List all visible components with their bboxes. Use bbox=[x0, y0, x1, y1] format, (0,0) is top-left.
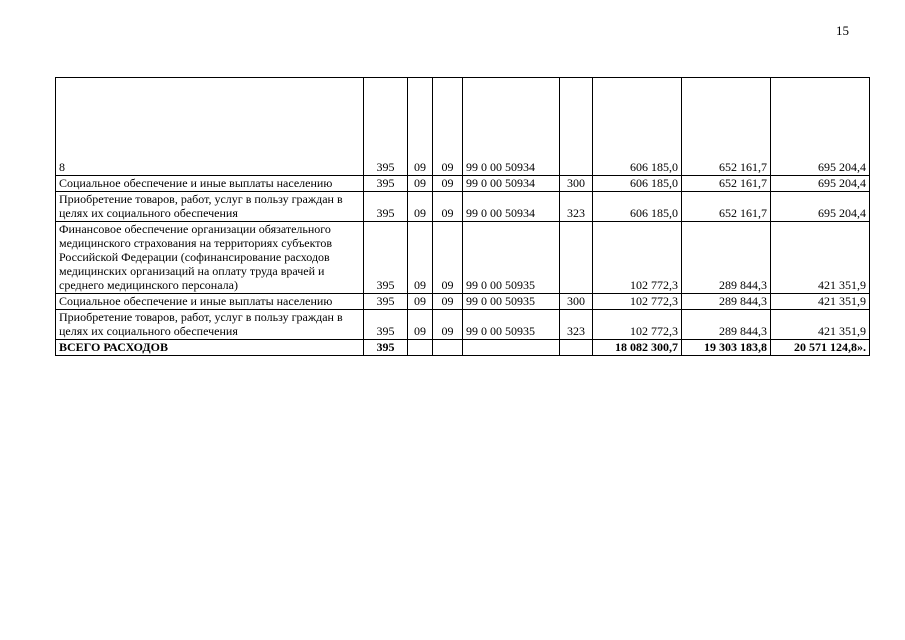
pr-cell: 09 bbox=[433, 310, 463, 340]
ved-cell: 395 bbox=[364, 176, 408, 192]
table-row bbox=[56, 310, 870, 340]
row-name-cell: Приобретение товаров, работ, услуг в пользу граждан в целях их социального обеспечения bbox=[56, 192, 364, 222]
pr-cell: 09 bbox=[433, 176, 463, 192]
year1-amount-cell: 102 772,3 bbox=[593, 222, 682, 294]
total-csr-cell bbox=[463, 340, 560, 356]
year3-amount-cell: 421 351,9 bbox=[771, 222, 870, 294]
pr-cell: 09 bbox=[433, 222, 463, 294]
row-name-cell: Приобретение товаров, работ, услуг в пользу граждан в целях их социального обеспечения bbox=[56, 310, 364, 340]
rz-cell: 09 bbox=[408, 294, 433, 310]
expenditure-table bbox=[55, 77, 870, 356]
total-ved-cell: 395 bbox=[364, 340, 408, 356]
vr-cell: 300 bbox=[560, 176, 593, 192]
csr-cell: 99 0 00 50934 bbox=[463, 176, 560, 192]
year1-amount-cell: 606 185,0 bbox=[593, 78, 682, 176]
table-row bbox=[56, 294, 870, 310]
vr-cell bbox=[560, 78, 593, 176]
total-year2-amount-cell: 19 303 183,8 bbox=[682, 340, 771, 356]
year3-amount-cell: 695 204,4 bbox=[771, 176, 870, 192]
rz-cell: 09 bbox=[408, 222, 433, 294]
total-label-cell: ВСЕГО РАСХОДОВ bbox=[56, 340, 364, 356]
year2-amount-cell: 652 161,7 bbox=[682, 176, 771, 192]
vr-cell: 323 bbox=[560, 192, 593, 222]
year2-amount-cell: 652 161,7 bbox=[682, 192, 771, 222]
row-name-cell: Социальное обеспечение и иные выплаты населению bbox=[56, 294, 364, 310]
csr-cell: 99 0 00 50934 bbox=[463, 78, 560, 176]
year3-amount-cell: 695 204,4 bbox=[771, 192, 870, 222]
rz-cell: 09 bbox=[408, 310, 433, 340]
rz-cell: 09 bbox=[408, 176, 433, 192]
year3-amount-cell: 421 351,9 bbox=[771, 310, 870, 340]
year2-amount-cell: 289 844,3 bbox=[682, 310, 771, 340]
csr-cell: 99 0 00 50935 bbox=[463, 222, 560, 294]
pr-cell: 09 bbox=[433, 192, 463, 222]
csr-cell: 99 0 00 50935 bbox=[463, 310, 560, 340]
ved-cell: 395 bbox=[364, 222, 408, 294]
csr-cell: 99 0 00 50935 bbox=[463, 294, 560, 310]
total-year3-amount-cell: 20 571 124,8». bbox=[771, 340, 870, 356]
ved-cell: 395 bbox=[364, 294, 408, 310]
pr-cell: 09 bbox=[433, 78, 463, 176]
total-row bbox=[56, 340, 870, 356]
page-number: 15 bbox=[836, 23, 849, 38]
year1-amount-cell: 102 772,3 bbox=[593, 294, 682, 310]
total-year1-amount-cell: 18 082 300,7 bbox=[593, 340, 682, 356]
pr-cell: 09 bbox=[433, 294, 463, 310]
total-rz-cell bbox=[408, 340, 433, 356]
year1-amount-cell: 102 772,3 bbox=[593, 310, 682, 340]
year1-amount-cell: 606 185,0 bbox=[593, 176, 682, 192]
year2-amount-cell: 289 844,3 bbox=[682, 222, 771, 294]
vr-cell: 300 bbox=[560, 294, 593, 310]
row-name-cell: Финансовое обеспечение организации обязательного медицинского страхования на территориях субъектов Российской Федерации (софинансирование расходов медицинских организаций на оплату труда врачей и среднего медицинского персонала) bbox=[56, 222, 364, 294]
rz-cell: 09 bbox=[408, 192, 433, 222]
csr-cell: 99 0 00 50934 bbox=[463, 192, 560, 222]
row-name-cell: Социальное обеспечение и иные выплаты населению bbox=[56, 176, 364, 192]
ved-cell: 395 bbox=[364, 78, 408, 176]
ved-cell: 395 bbox=[364, 192, 408, 222]
year3-amount-cell: 695 204,4 bbox=[771, 78, 870, 176]
total-vr-cell bbox=[560, 340, 593, 356]
vr-cell bbox=[560, 222, 593, 294]
rz-cell: 09 bbox=[408, 78, 433, 176]
table-row bbox=[56, 176, 870, 192]
table-row bbox=[56, 192, 870, 222]
year2-amount-cell: 652 161,7 bbox=[682, 78, 771, 176]
year3-amount-cell: 421 351,9 bbox=[771, 294, 870, 310]
year1-amount-cell: 606 185,0 bbox=[593, 192, 682, 222]
table-row bbox=[56, 78, 870, 176]
ved-cell: 395 bbox=[364, 310, 408, 340]
total-pr-cell bbox=[433, 340, 463, 356]
row-name-cell: 8 bbox=[56, 78, 364, 176]
vr-cell: 323 bbox=[560, 310, 593, 340]
year2-amount-cell: 289 844,3 bbox=[682, 294, 771, 310]
table-row bbox=[56, 222, 870, 294]
